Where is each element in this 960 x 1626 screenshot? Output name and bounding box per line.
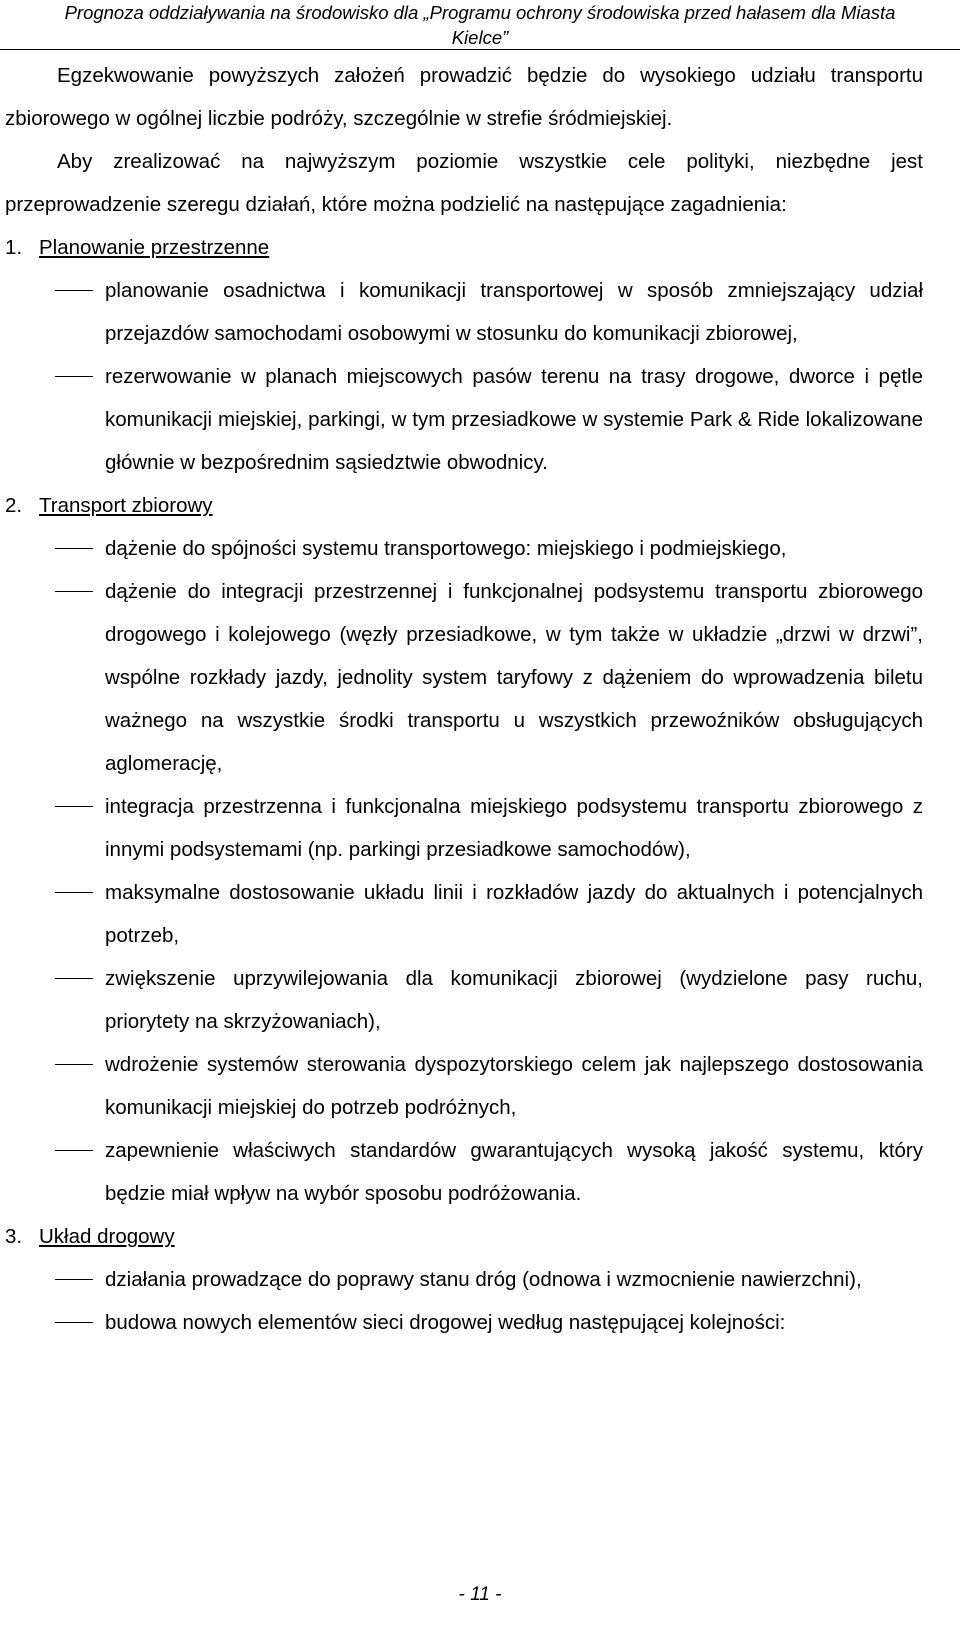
list-item-text: dążenie do spójności systemu transportowego: miejskiego i podmiejskiego, (105, 537, 787, 560)
intro-paragraph: Egzekwowanie powyższych założeń prowadzić będzie do wysokiego udziału transportu zbiorowego w ogólnej liczbie podróży, szczególnie w strefie śródmiejskiej. (5, 64, 923, 130)
list-item (5, 355, 923, 484)
list-item (5, 785, 923, 871)
list-item (5, 527, 923, 570)
list-item (5, 1301, 923, 1344)
list-item (5, 957, 923, 1043)
list-item (5, 1129, 923, 1215)
list-item-text: budowa nowych elementów sieci drogowej według następującej kolejności: (105, 1311, 786, 1334)
dash-bullet (55, 591, 93, 592)
page-number: - 11 - (458, 1584, 502, 1605)
document-body (5, 54, 923, 1344)
section-planning-list (5, 269, 923, 484)
list-item (5, 1258, 923, 1301)
list-item-text: zwiększenie uprzywilejowania dla komunikacji zbiorowej (wydzielone pasy ruchu, priorytety na skrzyżowaniach), (105, 967, 923, 1033)
list-item-text: planowanie osadnictwa i komunikacji transportowej w sposób zmniejszający udział przejazdów samochodami osobowymi w stosunku do komunikacji zbiorowej, (105, 279, 923, 345)
list-item-text: zapewnienie właściwych standardów gwarantujących wysoką jakość systemu, który będzie miał wpływ na wybór sposobu podróżowania. (105, 1139, 923, 1205)
list-item-text: maksymalne dostosowanie układu linii i rozkładów jazdy do aktualnych i potencjalnych potrzeb, (105, 881, 923, 947)
dash-bullet (55, 1150, 93, 1151)
section-title: Planowanie przestrzenne (39, 236, 270, 259)
section-number: 2. (5, 494, 23, 517)
section-planning (5, 226, 923, 269)
list-item-text: działania prowadzące do poprawy stanu dróg (odnowa i wzmocnienie nawierzchni), (105, 1268, 862, 1291)
dash-bullet (55, 1322, 93, 1323)
list-item (5, 1043, 923, 1129)
list-item (5, 570, 923, 785)
section-public-transport-list (5, 527, 923, 1215)
list-item (5, 269, 923, 355)
dash-bullet (55, 548, 93, 549)
dash-bullet (55, 1279, 93, 1280)
section-road-network (5, 1215, 923, 1258)
dash-bullet (55, 978, 93, 979)
header-divider (0, 49, 960, 50)
dash-bullet (55, 290, 93, 291)
section-number: 1. (5, 236, 23, 259)
header-line-2: Kielce” (451, 27, 509, 48)
header-line-1: Prognoza oddziaływania na środowisko dla „Programu ochrony środowiska przed hałasem dla Miasta (64, 2, 896, 23)
dash-bullet (55, 376, 93, 377)
lead-paragraph: Aby zrealizować na najwyższym poziomie wszystkie cele polityki, niezbędne jest przeprowadzenie szeregu działań, które można podzielić na następujące zagadnienia: (5, 150, 923, 216)
list-item-text: wdrożenie systemów sterowania dyspozytorskiego celem jak najlepszego dostosowania komunikacji miejskiej do potrzeb podróżnych, (105, 1053, 923, 1119)
section-title: Transport zbiorowy (39, 494, 213, 517)
list-item-text: integracja przestrzenna i funkcjonalna miejskiego podsystemu transportu zbiorowego z innymi podsystemami (np. parkingi przesiadkowe samochodów), (105, 795, 923, 861)
section-title: Układ drogowy (39, 1225, 175, 1248)
list-item-text: dążenie do integracji przestrzennej i funkcjonalnej podsystemu transportu zbiorowego drogowego i kolejowego (węzły przesiadkowe, w tym także w układzie „drzwi w drzwi”, wspólne rozkłady jazdy, jednolity system taryfowy z dążeniem do wprowadzenia biletu ważnego na wszystkie środki transportu u wszystkich przewoźników obsługujących aglomerację, (105, 580, 923, 775)
dash-bullet (55, 1064, 93, 1065)
section-public-transport (5, 484, 923, 527)
list-item-text: rezerwowanie w planach miejscowych pasów terenu na trasy drogowe, dworce i pętle komunikacji miejskiej, parkingi, w tym przesiadkowe w systemie Park & Ride lokalizowane głównie w bezpośrednim sąsiedztwie obwodnicy. (105, 365, 923, 474)
section-number: 3. (5, 1225, 23, 1248)
dash-bullet (55, 806, 93, 807)
section-road-network-list (5, 1258, 923, 1344)
dash-bullet (55, 892, 93, 893)
list-item (5, 871, 923, 957)
running-header (0, 0, 960, 50)
